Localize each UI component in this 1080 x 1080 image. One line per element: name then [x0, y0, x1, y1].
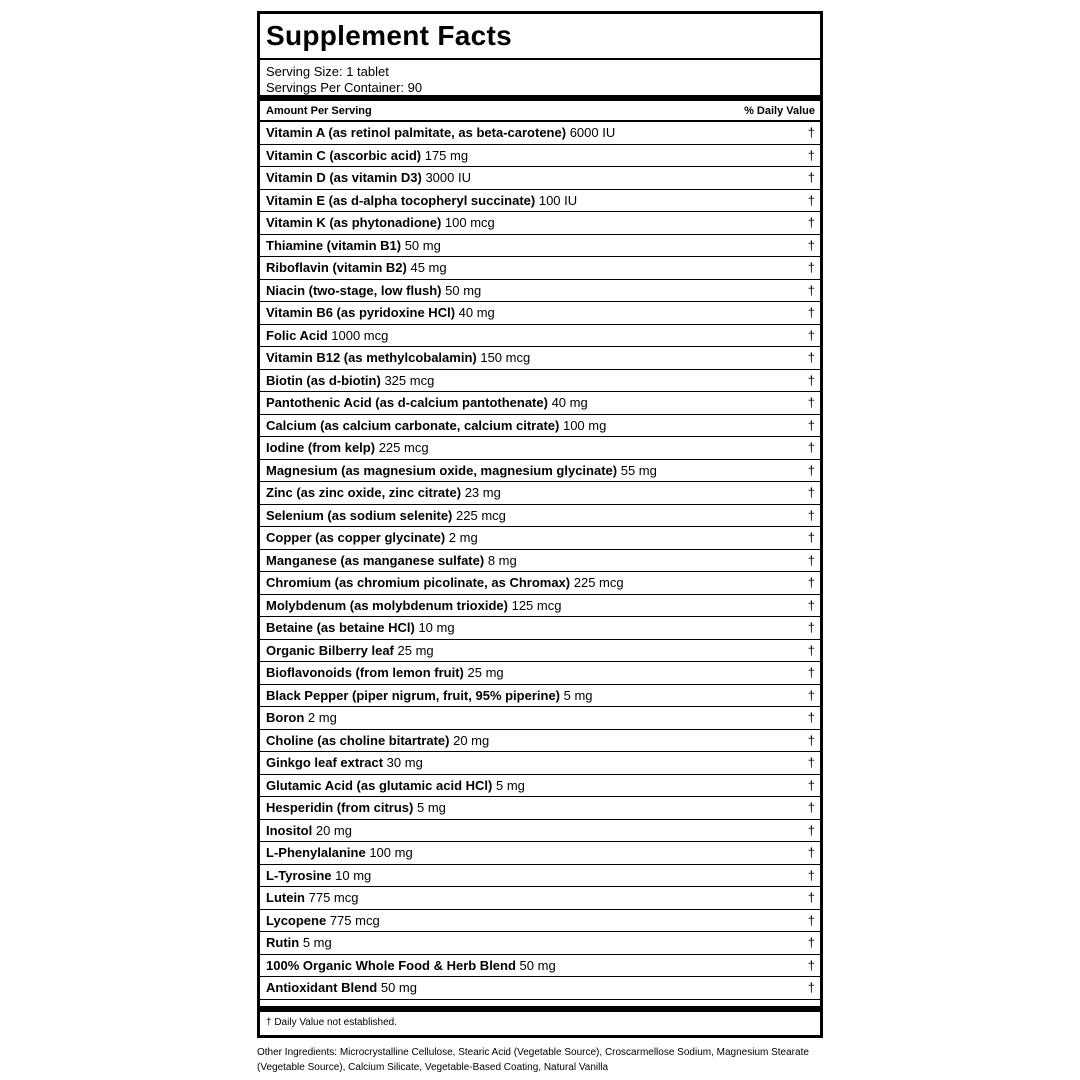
nutrient-row	[260, 640, 820, 663]
nutrient-row	[260, 527, 820, 550]
nutrient-name: Vitamin E (as d-alpha tocopheryl succinate)	[266, 192, 536, 208]
dagger-daily-value: †	[807, 597, 815, 613]
nutrient-label	[266, 620, 455, 635]
nutrient-amount: 225 mcg	[573, 575, 624, 591]
dagger-daily-value: †	[807, 395, 815, 411]
nutrient-name: Magnesium (as magnesium oxide, magnesium glycinate)	[266, 462, 618, 478]
nutrient-name: L-Phenylalanine	[266, 845, 366, 861]
nutrient-row	[260, 190, 820, 213]
nutrient-amount: 2 mg	[448, 530, 478, 546]
nutrient-row	[260, 460, 820, 483]
nutrient-row	[260, 955, 820, 978]
dagger-daily-value: †	[807, 530, 815, 546]
nutrient-row	[260, 977, 820, 1000]
nutrient-name: Rutin	[266, 935, 300, 951]
nutrient-row	[260, 752, 820, 775]
nutrient-row	[260, 167, 820, 190]
nutrient-row	[260, 235, 820, 258]
nutrient-amount: 55 mg	[620, 462, 657, 478]
nutrient-name: Vitamin C (ascorbic acid)	[266, 147, 422, 163]
dagger-daily-value: †	[807, 327, 815, 343]
nutrient-amount: 125 mcg	[511, 597, 562, 613]
nutrient-name: L-Tyrosine	[266, 867, 332, 883]
nutrient-amount: 775 mcg	[308, 890, 359, 906]
nutrient-name: Molybdenum (as molybdenum trioxide)	[266, 597, 508, 613]
nutrient-row	[260, 370, 820, 393]
nutrient-amount: 5 mg	[302, 935, 332, 951]
serving-size: Serving Size: 1 tablet	[266, 64, 389, 79]
amount-per-serving-header: Amount Per Serving	[266, 104, 372, 117]
nutrient-name: Zinc (as zinc oxide, zinc citrate)	[266, 485, 462, 501]
nutrient-row	[260, 550, 820, 573]
nutrient-label	[266, 598, 561, 613]
dagger-daily-value: †	[807, 732, 815, 748]
nutrient-label	[266, 823, 352, 838]
nutrient-amount: 8 mg	[487, 552, 517, 568]
nutrient-label	[266, 778, 525, 793]
nutrient-amount: 175 mg	[424, 147, 469, 163]
nutrient-amount: 5 mg	[495, 777, 525, 793]
nutrient-name: Vitamin B12 (as methylcobalamin)	[266, 350, 477, 366]
dagger-daily-value: †	[807, 777, 815, 793]
dagger-daily-value: †	[807, 845, 815, 861]
nutrient-amount: 50 mg	[380, 980, 417, 996]
nutrient-row	[260, 415, 820, 438]
nutrient-label	[266, 665, 504, 680]
nutrient-row	[260, 212, 820, 235]
nutrient-row	[260, 685, 820, 708]
nutrient-row	[260, 325, 820, 348]
nutrient-label	[266, 553, 517, 568]
nutrient-name: Vitamin A (as retinol palmitate, as beta-carotene)	[266, 125, 567, 141]
nutrient-amount: 1000 mcg	[331, 327, 389, 343]
nutrient-name: Folic Acid	[266, 327, 328, 343]
nutrient-name: Black Pepper (piper nigrum, fruit, 95% piperine)	[266, 687, 561, 703]
nutrient-amount: 2 mg	[307, 710, 337, 726]
nutrient-label	[266, 395, 588, 410]
nutrient-row	[260, 257, 820, 280]
nutrient-name: Inositol	[266, 822, 313, 838]
nutrient-row	[260, 932, 820, 955]
dagger-daily-value: †	[807, 350, 815, 366]
nutrient-row	[260, 392, 820, 415]
dagger-daily-value: †	[807, 957, 815, 973]
nutrient-label	[266, 755, 423, 770]
nutrient-row	[260, 505, 820, 528]
nutrient-label	[266, 215, 495, 230]
nutrient-amount: 40 mg	[551, 395, 588, 411]
dagger-daily-value: †	[807, 620, 815, 636]
nutrient-amount: 100 mcg	[444, 215, 495, 231]
nutrient-amount: 45 mg	[410, 260, 447, 276]
nutrient-name: Lutein	[266, 890, 305, 906]
nutrient-name: Antioxidant Blend	[266, 980, 378, 996]
nutrient-amount: 20 mg	[315, 822, 352, 838]
dagger-daily-value: †	[807, 575, 815, 591]
nutrient-label	[266, 868, 371, 883]
nutrient-label	[266, 350, 530, 365]
nutrient-name: Glutamic Acid (as glutamic acid HCl)	[266, 777, 493, 793]
dagger-daily-value: †	[807, 237, 815, 253]
dagger-daily-value: †	[807, 305, 815, 321]
nutrient-row	[260, 842, 820, 865]
nutrient-amount: 10 mg	[335, 867, 372, 883]
nutrient-amount: 40 mg	[458, 305, 495, 321]
nutrient-label	[266, 440, 429, 455]
nutrient-row	[260, 572, 820, 595]
dagger-daily-value: †	[807, 665, 815, 681]
nutrient-amount: 225 mcg	[456, 507, 506, 523]
nutrient-name: Vitamin B6 (as pyridoxine HCl)	[266, 305, 456, 321]
nutrient-name: Thiamine (vitamin B1)	[266, 237, 402, 253]
nutrient-amount: 50 mg	[445, 282, 482, 298]
dagger-daily-value: †	[807, 687, 815, 703]
panel-title: Supplement Facts	[260, 14, 820, 60]
dagger-daily-value: †	[807, 485, 815, 501]
dagger-daily-value: †	[807, 192, 815, 208]
dagger-daily-value: †	[807, 935, 815, 951]
nutrient-row	[260, 820, 820, 843]
nutrient-name: Niacin (two-stage, low flush)	[266, 282, 442, 298]
nutrient-row	[260, 910, 820, 933]
nutrient-amount: 23 mg	[464, 485, 501, 501]
nutrient-amount: 10 mg	[418, 620, 455, 636]
nutrient-row	[260, 887, 820, 910]
dagger-daily-value: †	[807, 800, 815, 816]
nutrient-label	[266, 238, 441, 253]
nutrient-row	[260, 617, 820, 640]
nutrient-name: Biotin (as d-biotin)	[266, 372, 381, 388]
nutrient-amount: 25 mg	[467, 665, 504, 681]
other-ingredients: Other Ingredients: Microcrystalline Cellulose, Stearic Acid (Vegetable Source), Croscarmellose Sodium, Magnesium Stearate (Vegetable Source), Calcium Silicate, Vegetable-Based Coating, Natural Vanilla	[257, 1047, 809, 1073]
nutrient-name: Iodine (from kelp)	[266, 440, 376, 456]
nutrient-row	[260, 797, 820, 820]
nutrient-amount: 25 mg	[397, 642, 434, 658]
nutrient-label	[266, 283, 481, 298]
nutrient-amount: 100 mg	[369, 845, 413, 861]
nutrient-name: Chromium (as chromium picolinate, as Chromax)	[266, 575, 571, 591]
nutrient-name: Riboflavin (vitamin B2)	[266, 260, 407, 276]
nutrient-row	[260, 730, 820, 753]
nutrient-label	[266, 328, 388, 343]
nutrient-label	[266, 733, 489, 748]
nutrient-name: Boron	[266, 710, 305, 726]
nutrient-name: Organic Bilberry leaf	[266, 642, 394, 658]
nutrient-name: Choline (as choline bitartrate)	[266, 732, 450, 748]
dagger-daily-value: †	[807, 440, 815, 456]
nutrient-name: Manganese (as manganese sulfate)	[266, 552, 485, 568]
nutrient-row	[260, 662, 820, 685]
nutrient-label	[266, 463, 657, 478]
nutrient-row	[260, 707, 820, 730]
nutrient-name: Hesperidin (from citrus)	[266, 800, 414, 816]
dagger-daily-value: †	[807, 372, 815, 388]
dagger-daily-value: †	[807, 755, 815, 771]
nutrient-label	[266, 935, 332, 950]
nutrient-amount: 20 mg	[453, 732, 490, 748]
footnote: † Daily Value not established.	[266, 1016, 398, 1028]
nutrient-name: Lycopene	[266, 912, 327, 928]
dagger-daily-value: †	[807, 282, 815, 298]
dagger-daily-value: †	[807, 867, 815, 883]
nutrient-label	[266, 913, 380, 928]
nutrient-row	[260, 302, 820, 325]
nutrient-label	[266, 260, 447, 275]
dagger-daily-value: †	[807, 170, 815, 186]
nutrient-row	[260, 280, 820, 303]
nutrient-row	[260, 347, 820, 370]
nutrient-list	[260, 122, 820, 1000]
nutrient-label	[266, 710, 337, 725]
nutrient-name: Ginkgo leaf extract	[266, 755, 384, 771]
dagger-daily-value: †	[807, 147, 815, 163]
nutrient-row	[260, 865, 820, 888]
nutrient-name: Pantothenic Acid (as d-calcium pantothenate)	[266, 395, 548, 411]
nutrient-amount: 30 mg	[386, 755, 423, 771]
nutrient-row	[260, 145, 820, 168]
nutrient-name: 100% Organic Whole Food & Herb Blend	[266, 957, 516, 973]
nutrient-label	[266, 845, 413, 860]
nutrient-amount: 150 mcg	[480, 350, 531, 366]
nutrient-label	[266, 373, 434, 388]
nutrient-row	[260, 775, 820, 798]
servings-per-container: Servings Per Container: 90	[266, 80, 423, 95]
nutrient-name: Calcium (as calcium carbonate, calcium citrate)	[266, 417, 560, 433]
dagger-daily-value: †	[807, 890, 815, 906]
nutrient-name: Selenium (as sodium selenite)	[266, 507, 453, 523]
nutrient-name: Vitamin K (as phytonadione)	[266, 215, 442, 231]
nutrient-row	[260, 122, 820, 145]
column-header	[260, 101, 820, 122]
nutrient-label	[266, 193, 577, 208]
nutrient-label	[266, 980, 417, 995]
nutrient-amount: 225 mcg	[378, 440, 429, 456]
daily-value-header: % Daily Value	[744, 104, 815, 117]
nutrient-amount: 5 mg	[563, 687, 593, 703]
nutrient-row	[260, 482, 820, 505]
dagger-daily-value: †	[807, 822, 815, 838]
nutrient-amount: 50 mg	[404, 237, 441, 253]
nutrient-row	[260, 437, 820, 460]
nutrient-label	[266, 890, 359, 905]
nutrient-amount: 6000 IU	[569, 125, 616, 141]
nutrient-row	[260, 595, 820, 618]
supplement-facts-panel	[257, 11, 823, 1038]
dagger-daily-value: †	[807, 417, 815, 433]
dagger-daily-value: †	[807, 260, 815, 276]
nutrient-label	[266, 305, 495, 320]
dagger-daily-value: †	[807, 552, 815, 568]
nutrient-label	[266, 418, 606, 433]
nutrient-name: Betaine (as betaine HCl)	[266, 620, 415, 636]
nutrient-name: Vitamin D (as vitamin D3)	[266, 170, 422, 186]
nutrient-label	[266, 575, 624, 590]
dagger-daily-value: †	[807, 507, 815, 523]
dagger-daily-value: †	[807, 215, 815, 231]
nutrient-label	[266, 170, 471, 185]
nutrient-label	[266, 800, 446, 815]
dagger-daily-value: †	[807, 642, 815, 658]
nutrient-label	[266, 688, 593, 703]
nutrient-label	[266, 958, 556, 973]
serving-info	[260, 60, 820, 101]
nutrient-label	[266, 485, 501, 500]
dagger-daily-value: †	[807, 912, 815, 928]
nutrient-label	[266, 643, 434, 658]
nutrient-amount: 100 IU	[538, 192, 578, 208]
dagger-daily-value: †	[807, 125, 815, 141]
dagger-daily-value: †	[807, 462, 815, 478]
nutrient-label	[266, 125, 615, 140]
nutrient-amount: 5 mg	[416, 800, 446, 816]
nutrient-amount: 775 mcg	[329, 912, 380, 928]
nutrient-label	[266, 148, 468, 163]
nutrient-amount: 325 mcg	[384, 372, 435, 388]
nutrient-label	[266, 530, 478, 545]
dagger-daily-value: †	[807, 710, 815, 726]
nutrient-amount: 50 mg	[519, 957, 556, 973]
nutrient-name: Bioflavonoids (from lemon fruit)	[266, 665, 464, 681]
nutrient-label	[266, 508, 506, 523]
nutrient-name: Copper (as copper glycinate)	[266, 530, 446, 546]
nutrient-amount: 100 mg	[562, 417, 607, 433]
nutrient-amount: 3000 IU	[425, 170, 471, 186]
dagger-daily-value: †	[807, 980, 815, 996]
